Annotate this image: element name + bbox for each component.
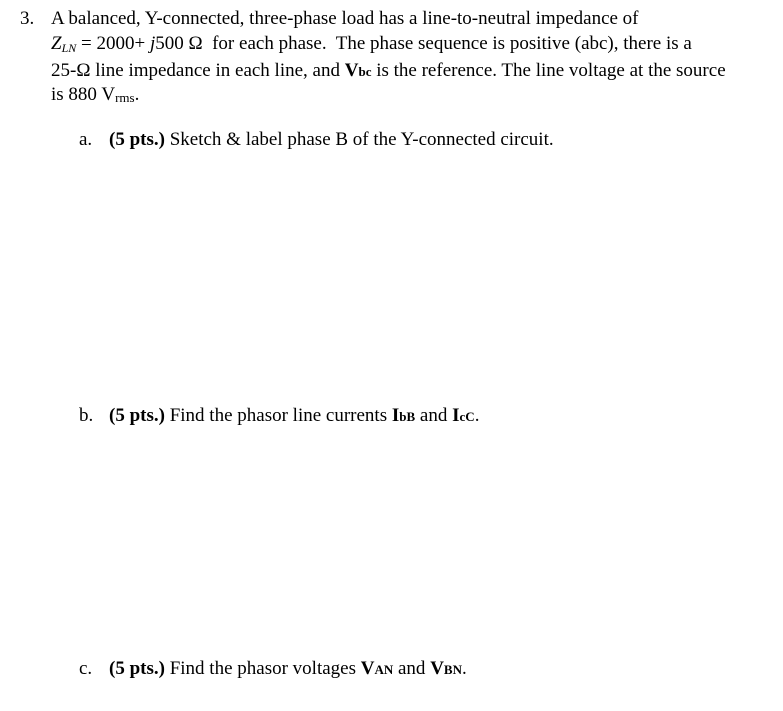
impedance-symbol: Z — [51, 33, 62, 54]
problem-line-4-post: . — [134, 84, 140, 105]
part-b-pre: Find the phasor line currents — [164, 405, 392, 426]
problem-line-4 — [51, 83, 139, 110]
part-a-label: a. — [79, 129, 93, 150]
vbc-main: V — [344, 60, 359, 81]
part-b-label: b. — [79, 405, 94, 426]
problem-line-2-rest: for each phase. The phase sequence is positive (abc), there is a — [202, 33, 692, 54]
problem-line-3-pre: 25-Ω line impedance in each line, and — [51, 60, 345, 81]
problem-line-3 — [51, 59, 726, 84]
part-a-points: (5 pts.) — [109, 129, 165, 150]
vbc-sub: bc — [358, 64, 372, 79]
part-c-points: (5 pts.) — [109, 658, 165, 679]
van-main: V — [360, 658, 375, 679]
problem-number: 3. — [20, 8, 35, 29]
part-b-post: . — [474, 405, 480, 426]
vrms-sub: rms — [115, 90, 135, 105]
problem-line-3-post: is the reference. The line voltage at the source — [371, 60, 726, 81]
problem-line-4-pre: is 880 V — [51, 84, 116, 105]
part-b-points: (5 pts.) — [109, 405, 165, 426]
icc-sub: cC — [459, 409, 475, 424]
part-b-mid: and — [415, 405, 453, 426]
part-c-label: c. — [79, 658, 93, 679]
problem-line-1: A balanced, Y-connected, three-phase load has a line-to-neutral impedance of — [51, 8, 639, 29]
part-a-text: Sketch & label phase B of the Y-connected circuit. — [164, 129, 554, 150]
impedance-real: = 2000+ — [76, 33, 150, 54]
impedance-subscript: LN — [61, 41, 77, 55]
vbn-main: V — [430, 658, 444, 679]
part-c-pre: Find the phasor voltages — [164, 658, 361, 679]
problem-line-2 — [51, 32, 692, 60]
icc-main: I — [452, 405, 460, 426]
part-c-mid: and — [393, 658, 431, 679]
impedance-j: j — [149, 33, 156, 54]
part-c-post: . — [461, 658, 467, 679]
van-sub: AN — [374, 662, 394, 677]
vbn-sub: BN — [443, 662, 462, 677]
ibb-sub: bB — [399, 409, 416, 424]
impedance-imag: 500 Ω — [155, 33, 203, 54]
ibb-main: I — [391, 405, 400, 426]
